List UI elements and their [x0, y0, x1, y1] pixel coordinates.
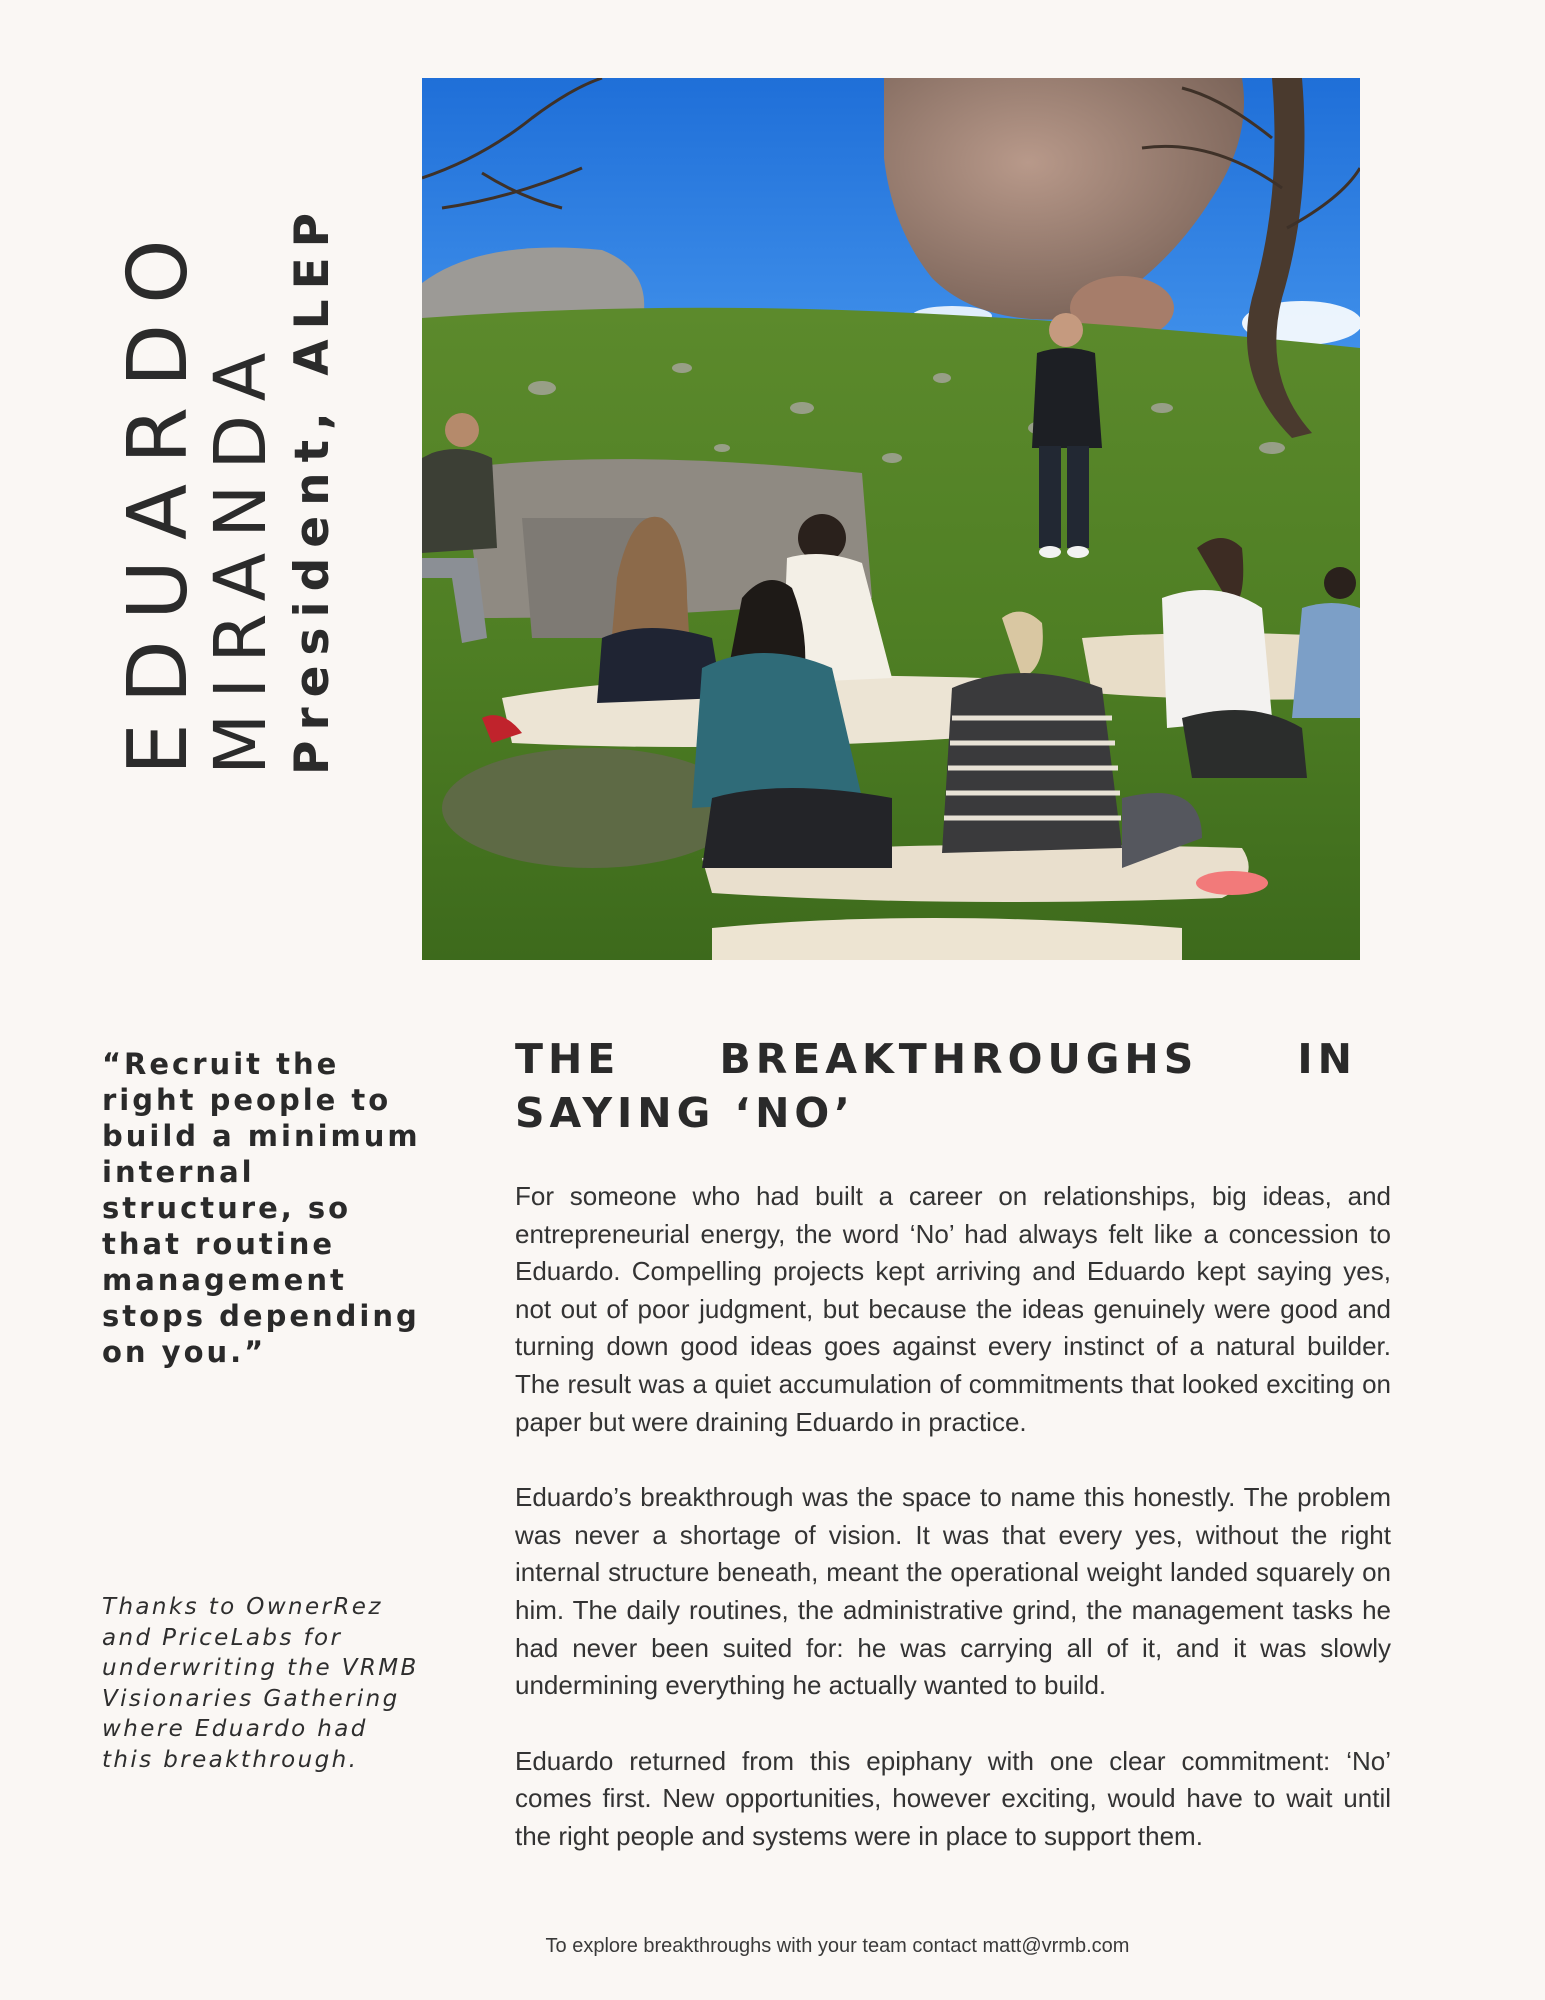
last-name: MIRANDA	[199, 337, 282, 775]
pull-quote: “Recruit the right people to build a minimum internal structure, so that routine management stops depending on you.”	[102, 1047, 421, 1369]
job-title: President, ALEP	[285, 202, 340, 775]
article-paragraph: Eduardo returned from this epiphany with one clear commitment: ‘No’ comes first. New opportunities, however exciting, would have to wait until the right people and systems were in place to support them.	[515, 1745, 1391, 1851]
article-paragraph: For someone who had built a career on relationships, big ideas, and entrepreneurial energy, the word ‘No’ had always felt like a concession to Eduardo. Compelling projects kept arriving and Eduardo kept saying yes, not out of poor judgment, but because the ideas genuinely were good and turning down good ideas goes against every instinct of a natural builder. The result was a quiet accumulation of commitments that looked exciting on paper but were draining Eduardo in practice.	[515, 1181, 1391, 1437]
article-heading: THE BREAKTHROUGHS IN SAYING ‘NO’	[515, 1035, 1357, 1137]
article-paragraph: Eduardo’s breakthrough was the space to name this honestly. The problem was never a shortage of vision. It was that every yes, without the right internal structure beneath, meant the operational weight landed squarely on him. The daily routines, the administrative grind, the management tasks he had never been suited for: he was carrying all of it, and it was slowly undermining everything he actually wanted to build.	[515, 1482, 1391, 1701]
group-photo	[422, 78, 1360, 960]
footer-contact: To explore breakthroughs with your team contact matt@vrmb.com	[545, 1935, 1130, 1957]
thanks-note: Thanks to OwnerRez and PriceLabs for underwriting the VRMB Visionaries Gathering where Eduardo had this breakthrough.	[102, 1594, 419, 1773]
article-body	[515, 1178, 1391, 1894]
first-name: EDUARDO	[111, 219, 206, 775]
